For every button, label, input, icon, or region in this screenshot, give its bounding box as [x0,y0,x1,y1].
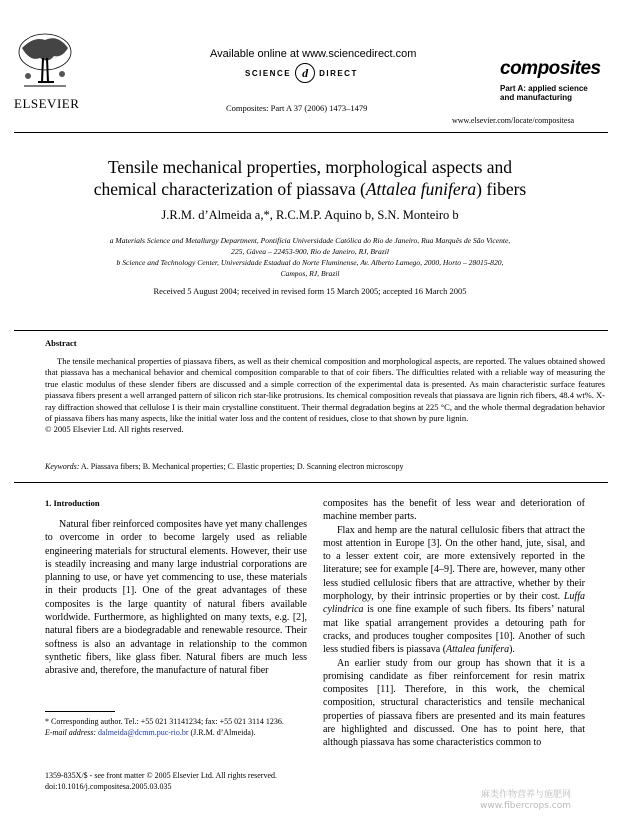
title-line-2: chemical characterization of piassava (Attalea funifera) fibers [93,179,527,199]
affiliation-a: a Materials Science and Metallurgy Department, Pontifícia Universidade Católica do Rio de Janeiro, Rua Marquês de São Vicente, 225, Gávea – 22453-900, Rio de Janeiro, RJ, Brazil [109,236,511,256]
sciencedirect-logo [245,63,358,83]
sd-left: SCIENCE [245,68,292,78]
title-line-1: Tensile mechanical properties, morphological aspects and [107,157,513,177]
elsevier-tree-icon [14,30,76,92]
keywords-rule [14,482,608,483]
sd-right: DIRECT [319,68,358,78]
available-online: Available online at www.sciencedirect.com [210,48,417,60]
abstract-body: The tensile mechanical properties of piassava fibers, as well as their chemical composition and morphological aspects, are reported. The values obtained showed that piassava has a mechanical behavior and chemical composition comparable to that of coir fibers. The difficulties related with a reliable way of measuring the true elastic modulus of these slender fibers are discussed and a simple correction of the experimental data is presented. As main characteristic surface features piassava fibers present a well arranged pattern of silicon rich star-like protrusions. Its chemical composition reveals that piassava are lignin rich fibers, 48.4 wt%. X-ray diffraction showed that cellulose I is their main crystalline constituent. Their thermal degradation begins at 225 °C, and the whole thermal degradation behavior of piassava fibers has many aspects, like the initial water loss and the content of residues, close to that shown by pure lignin. © 2005 Elsevier Ltd. All rights reserved. [45,356,605,435]
front-matter: 1359-835X/$ - see front matter © 2005 Elsevier Ltd. All rights reserved. doi:10.1016/j.compositesa.2005.03.035 [45,771,278,791]
left-column: Natural fiber reinforced composites have yet many challenges to overcome in order to become largely used as reliable engineering materials for structural elements. However, their use is steadily increasing and many large industrial corporations are planning to use, or have yet commencing to use, these materials in their products [1]. One of the great advantages of these composites is the large quantity of natural fibers available worldwide. Furthermore, as highlighted on many texts, e.g. [2], natural fibers are a biodegradable and renewable resource. Their softness is also an advantage in relationship to the common synthetic fibers, like glass fiber. Natural fibers are much less abrasive and, therefore, the manufacture of natural fiber [45,519,307,677]
authors: J.R.M. d’Almeida a,*, R.C.M.P. Aquino b, S.N. Monteiro b [161,208,459,222]
copyright: © 2005 Elsevier Ltd. All rights reserved. [45,424,184,435]
doi: doi:10.1016/j.compositesa.2005.03.035 [45,782,172,791]
journal-reference: Composites: Part A 37 (2006) 1473–1479 [226,103,368,113]
footnote: * Corresponding author. Tel.: +55 021 31141234; fax: +55 021 3114 1236. E-mail address: dalmeida@dcmm.puc-rio.br (J.R.M. d’Almeida). [45,717,284,737]
keywords: Keywords: A. Piassava fibers; B. Mechanical properties; C. Elastic properties; D. Scanning electron microscopy [45,462,404,471]
abstract-rule [14,330,608,331]
journal-url[interactable]: www.elsevier.com/locate/compositesa [452,116,575,125]
journal-name: composites [500,58,601,79]
article-title [0,156,620,200]
section-heading: 1. Introduction [45,498,100,508]
abstract-heading: Abstract [45,338,77,348]
received-dates: Received 5 August 2004; received in revised form 15 March 2005; accepted 16 March 2005 [153,286,467,296]
watermark: 麻类作物营养与施肥网 www.fibercrops.com [480,790,571,811]
journal-subtitle-1: Part A: applied science [500,84,588,93]
affiliation-b: b Science and Technology Center, Universidade Estadual do Norte Fluminense, Av. Alberto Lamego, 2000, Horto – 28015-820, Campos, RJ, Brazil [116,258,504,278]
footnote-rule [45,711,115,712]
email-link[interactable]: dalmeida@dcmm.puc-rio.br [98,728,189,737]
right-column: composites has the benefit of less wear and deterioration of machine member parts. Flax and hemp are the natural cellulosic fibers that attract the most attention in Europe [3]. On the other hand, jute, sisal, and to a lesser extent coir, are more extensively reported in the literature; see for example [4–9]. There are, however, many other less studied cellulosic fibers that are attractive, whether by their morphology, by their intrinsic properties or by their cost. Luffa cylindrica is one fine example of such fibers. Its fibers’ natural mat like spatial arrangement provides a detouring path for cracks, and produces tougher composites [10]. Another of such less studied fibers is piassava (Attalea funifera). An earlier study from our group has shown that it is a promising candidate as fiber reinforcement for resin matrix composites [11]. Therefore, in this work, the chemical composition, structural characteristics and tensile mechanical properties of piassava fibers are presented and its main features are highlighted and discussed. One has to point here, that although piassava has some characteristics common to [323,498,585,749]
publisher-name: ELSEVIER [14,96,80,111]
journal-subtitle-2: and manufacturing [500,93,573,102]
header-rule [14,132,608,133]
sd-d-icon: d [295,63,315,83]
